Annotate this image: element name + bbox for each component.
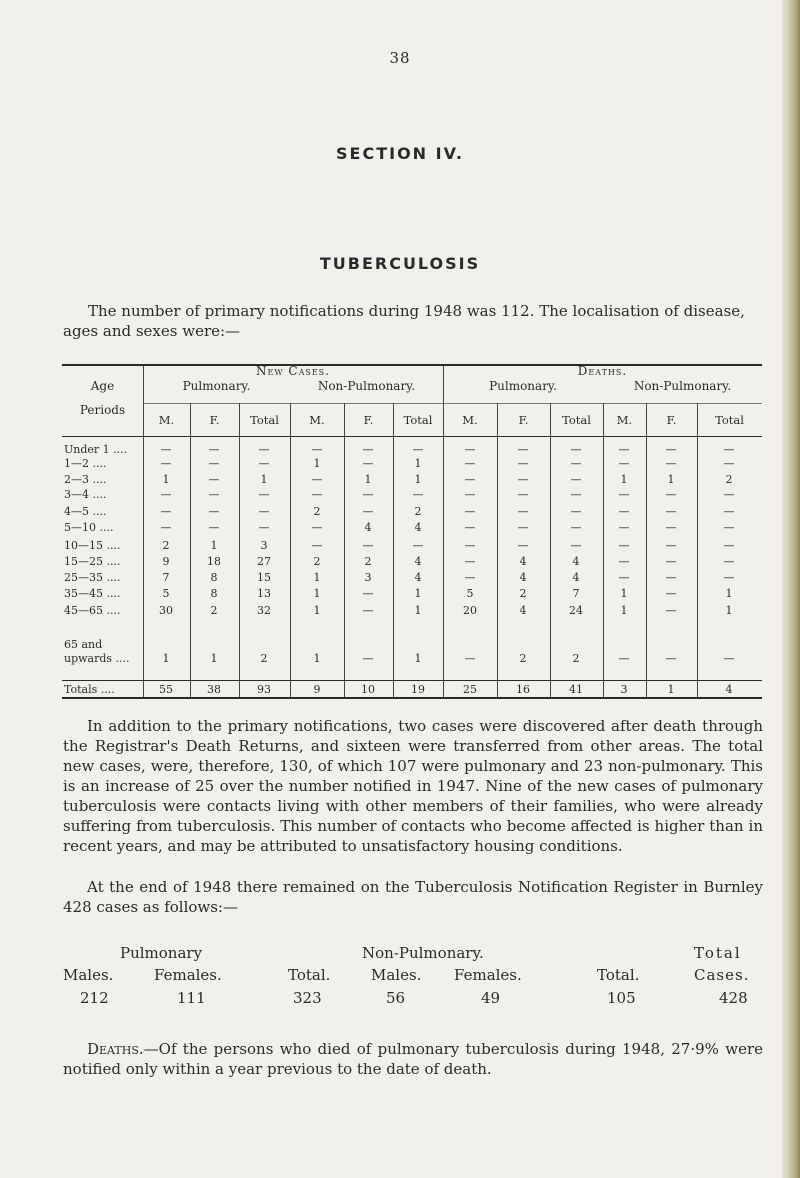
table-cell: — — [160, 505, 172, 518]
reg-non-pulmonary-head: Non-Pulmonary. — [362, 944, 484, 962]
table-row — [62, 521, 762, 535]
sub-header: M. — [462, 413, 478, 427]
table-cell: 1 — [313, 571, 321, 584]
table-cell: 1 — [162, 652, 170, 665]
table-cell: 20 — [463, 604, 477, 617]
row-label: 25—35 .... — [64, 571, 121, 584]
table-cell: — — [618, 539, 630, 552]
table-cell: 5 — [162, 587, 170, 600]
table-cell: — — [208, 488, 220, 501]
table-cell: — — [464, 488, 476, 501]
reg-total-head: Total — [694, 944, 742, 962]
group-underline-new — [143, 403, 443, 404]
table-cell: 5 — [466, 587, 474, 600]
table-cell: 27 — [257, 555, 271, 568]
table-cell: 4 — [519, 555, 527, 568]
row-label: 15—25 .... — [64, 555, 121, 568]
table-cell: — — [723, 521, 735, 534]
table-cell: — — [464, 571, 476, 584]
table-cell: 13 — [257, 587, 271, 600]
table-cell: 1 — [620, 473, 628, 486]
table-cell: — — [665, 521, 677, 534]
table-cell: — — [362, 457, 374, 470]
table-cell: 55 — [159, 683, 173, 696]
sub-header: Total — [562, 413, 591, 427]
table-cell: — — [570, 521, 582, 534]
sub-header: M. — [616, 413, 633, 427]
table-cell: — — [723, 443, 735, 456]
intro-text: The number of primary notifications during 1948 was 112. The localisation of disease, ages and sexes were:— — [63, 302, 745, 340]
table-cell: — — [311, 443, 323, 456]
table-cell: — — [517, 473, 529, 486]
table-cell: 18 — [207, 555, 221, 568]
table-row — [62, 457, 762, 471]
table-cell: 1 — [162, 473, 170, 486]
table-cell: — — [618, 457, 630, 470]
reg-total: Total. — [288, 966, 331, 984]
table-cell: — — [258, 457, 270, 470]
table-cell: 1 — [414, 473, 422, 486]
table-row — [62, 604, 762, 618]
deaths-text-block — [63, 1039, 763, 1079]
table-cell: — — [618, 571, 630, 584]
table-cell: 9 — [313, 683, 321, 696]
table-cell: — — [570, 505, 582, 518]
reg-females: Females. — [154, 966, 222, 984]
register-paragraph — [63, 877, 763, 917]
table-head-rule — [62, 436, 762, 437]
table-cell: — — [618, 555, 630, 568]
table-row — [62, 539, 762, 553]
table-cell: — — [311, 473, 323, 486]
table-cell: — — [618, 521, 630, 534]
row-label: 1—2 .... — [64, 457, 107, 470]
table-cell: — — [570, 539, 582, 552]
table-cell: 9 — [162, 555, 170, 568]
table-cell: — — [311, 521, 323, 534]
table-cell: — — [258, 505, 270, 518]
sub-header: Total — [715, 413, 744, 427]
table-cell: 1 — [667, 683, 675, 696]
table-cell: 2 — [313, 505, 321, 518]
table-cell: — — [160, 443, 172, 456]
page-number: 38 — [389, 49, 411, 67]
reg-cases: Cases. — [694, 966, 750, 984]
table-cell: — — [258, 443, 270, 456]
table-cell: — — [517, 457, 529, 470]
table-cell: 2 — [725, 473, 733, 486]
table-cell: 2 — [210, 604, 218, 617]
table-cell: 19 — [411, 683, 425, 696]
sub-header: Total — [403, 413, 433, 427]
sub-header: M. — [158, 413, 175, 427]
table-cell: — — [517, 521, 529, 534]
reg-value: 212 — [80, 989, 109, 1007]
row-label: Under 1 .... — [64, 443, 128, 456]
reg-value: 105 — [607, 989, 636, 1007]
table-row — [62, 488, 762, 502]
deaths-text: —Of the persons who died of pulmonary tuberculosis during 1948, 27·9% were notified only within a year previous to the date of death. — [63, 1040, 763, 1078]
table-cell: 1 — [313, 604, 321, 617]
table-cell: 4 — [572, 555, 580, 568]
table-cell: 38 — [207, 683, 221, 696]
table-cell: — — [362, 488, 374, 501]
table-cell: — — [464, 505, 476, 518]
row-label: 3—4 .... — [64, 488, 107, 501]
deaths-non-pulmonary-header: Non-Pulmonary. — [633, 379, 732, 393]
new-non-pulmonary-header: Non-Pulmonary. — [317, 379, 416, 393]
table-cell: — — [160, 457, 172, 470]
additional-cases-text: In addition to the primary notifications, two cases were discovered after death through the Registrar's Death Returns, and sixteen were transferred from other areas. The total new cases, were, therefore, 130, of which 107 were pulmonary and 23 non-pulmonary. This is an increase of 25 over the number notified in 1947. Nine of the new cases of pulmonary tuberculosis were contacts living with other members of their families, who were already suffering from tuberculosis. This number of contacts who become affected is higher than in recent years, and may be attributed to unsatisfactory housing conditions. — [63, 717, 763, 855]
reg-value: 323 — [293, 989, 322, 1007]
new-cases-header: New Cases. — [256, 364, 330, 378]
table-cell: 2 — [162, 539, 170, 552]
table-cell: — — [208, 457, 220, 470]
table-cell: 1 — [414, 604, 422, 617]
table-row — [62, 571, 762, 585]
table-cell: — — [362, 443, 374, 456]
table-cell: 30 — [159, 604, 173, 617]
table-cell: — — [723, 555, 735, 568]
table-cell: 2 — [519, 652, 527, 665]
table-cell: — — [723, 652, 735, 665]
table-cell: 1 — [414, 652, 422, 665]
table-row — [62, 652, 762, 666]
table-cell: — — [464, 652, 476, 665]
table-cell: 41 — [569, 683, 583, 696]
table-cell: 3 — [364, 571, 372, 584]
additional-cases-paragraph — [63, 716, 763, 856]
table-cell: 24 — [569, 604, 583, 617]
table-cell: — — [362, 587, 374, 600]
table-cell: 8 — [210, 587, 218, 600]
table-row — [62, 443, 762, 457]
table-cell: — — [362, 652, 374, 665]
table-cell: — — [517, 443, 529, 456]
table-cell: — — [618, 443, 630, 456]
table-cell: — — [412, 488, 424, 501]
table-cell: 1 — [620, 587, 628, 600]
table-cell: — — [362, 604, 374, 617]
table-cell: 4 — [725, 683, 733, 696]
table-cell: 8 — [210, 571, 218, 584]
section-title: SECTION IV. — [336, 144, 464, 163]
table-cell: — — [570, 443, 582, 456]
table-cell: 2 — [414, 505, 422, 518]
table-cell: 4 — [414, 555, 422, 568]
periods-header: Periods — [79, 403, 126, 417]
table-cell: 16 — [516, 683, 530, 696]
deaths-header: Deaths. — [577, 364, 628, 378]
table-cell: 2 — [364, 555, 372, 568]
row-label: 2—3 .... — [64, 473, 107, 486]
table-cell: — — [665, 571, 677, 584]
row-label: upwards .... — [64, 652, 130, 665]
table-cell: — — [208, 443, 220, 456]
table-cell: 2 — [260, 652, 268, 665]
reg-males: Males. — [63, 966, 114, 984]
sub-header: F. — [518, 413, 529, 427]
sub-header: F. — [209, 413, 220, 427]
table-cell: 3 — [260, 539, 268, 552]
table-cell: 7 — [572, 587, 580, 600]
table-cell: — — [665, 488, 677, 501]
table-row — [62, 555, 762, 569]
table-cell: — — [208, 521, 220, 534]
table-cell: 1 — [313, 457, 321, 470]
table-cell: — — [570, 457, 582, 470]
reg-value: 56 — [386, 989, 406, 1007]
totals-row — [62, 683, 762, 697]
table-cell: — — [665, 652, 677, 665]
table-cell: 10 — [361, 683, 375, 696]
table-cell: 2 — [313, 555, 321, 568]
row-label: 45—65 .... — [64, 604, 121, 617]
table-cell: — — [665, 587, 677, 600]
table-cell: — — [412, 539, 424, 552]
table-cell: 4 — [364, 521, 372, 534]
table-cell: 4 — [414, 521, 422, 534]
table-cell: 1 — [620, 604, 628, 617]
sub-header: M. — [309, 413, 325, 427]
table-cell: 4 — [519, 571, 527, 584]
table-cell: — — [517, 505, 529, 518]
table-cell: 32 — [257, 604, 271, 617]
table-cell: 1 — [364, 473, 372, 486]
table-cell: — — [362, 505, 374, 518]
table-cell: — — [412, 443, 424, 456]
table-cell: — — [665, 539, 677, 552]
table-cell: — — [464, 443, 476, 456]
table-cell: 1 — [725, 587, 733, 600]
table-cell: — — [258, 488, 270, 501]
table-cell: — — [160, 521, 172, 534]
table-cell: 2 — [519, 587, 527, 600]
row-label: 10—15 .... — [64, 539, 121, 552]
reg-total-non-pul: Total. — [597, 966, 640, 984]
table-cell: — — [160, 488, 172, 501]
table-cell: 93 — [257, 683, 271, 696]
table-cell: — — [665, 443, 677, 456]
table-cell: — — [517, 539, 529, 552]
age-header: Age — [90, 379, 115, 393]
table-cell: 15 — [257, 571, 271, 584]
table-cell: — — [362, 539, 374, 552]
new-pulmonary-header: Pulmonary. — [182, 379, 251, 393]
table-cell: — — [618, 652, 630, 665]
table-row — [62, 505, 762, 519]
table-cell: — — [208, 505, 220, 518]
table-cell: — — [723, 457, 735, 470]
table-cell: 1 — [667, 473, 675, 486]
table-cell: — — [464, 521, 476, 534]
reg-value: 428 — [719, 989, 748, 1007]
row-label: 5—10 .... — [64, 521, 114, 534]
table-cell: — — [464, 473, 476, 486]
table-cell: — — [570, 473, 582, 486]
sub-header: F. — [363, 413, 374, 427]
table-cell: — — [618, 505, 630, 518]
sub-header: F. — [666, 413, 677, 427]
table-cell: 1 — [414, 587, 422, 600]
table-cell: — — [311, 488, 323, 501]
table-cell: 2 — [572, 652, 580, 665]
table-cell: — — [464, 457, 476, 470]
deaths-paragraph — [63, 1039, 763, 1079]
table-cell: — — [570, 488, 582, 501]
deaths-lead: Deaths. — [87, 1040, 144, 1058]
table-bottom-rule — [62, 697, 762, 699]
table-cell: — — [464, 539, 476, 552]
table-cell: 1 — [210, 539, 218, 552]
reg-males-non-pul: Males. — [371, 966, 422, 984]
table-cell: — — [723, 571, 735, 584]
table-cell: 3 — [620, 683, 628, 696]
row-label: 65 and — [64, 638, 103, 651]
table-cell: — — [665, 457, 677, 470]
table-cell: 4 — [519, 604, 527, 617]
table-cell: 1 — [414, 457, 422, 470]
deaths-pulmonary-header: Pulmonary. — [489, 379, 557, 393]
table-cell: — — [258, 521, 270, 534]
table-cell: — — [464, 555, 476, 568]
table-cell: — — [208, 473, 220, 486]
row-label: 4—5 .... — [64, 505, 107, 518]
table-cell: — — [723, 505, 735, 518]
table-row — [62, 473, 762, 487]
main-title: TUBERCULOSIS — [319, 254, 481, 273]
table-cell: 1 — [313, 587, 321, 600]
table-cell: — — [665, 505, 677, 518]
reg-value: 49 — [481, 989, 501, 1007]
table-cell: 7 — [162, 571, 170, 584]
table-totals-rule — [62, 680, 762, 681]
table-cell: 1 — [313, 652, 321, 665]
table-row — [62, 587, 762, 601]
table-row — [62, 638, 762, 652]
table-cell: 1 — [725, 604, 733, 617]
register-text: At the end of 1948 there remained on the Tuberculosis Notification Register in Burnley 428 cases as follows:— — [63, 878, 763, 916]
table-cell: — — [665, 604, 677, 617]
table-cell: 1 — [210, 652, 218, 665]
reg-value: 111 — [177, 989, 206, 1007]
table-cell: 1 — [260, 473, 268, 486]
table-cell: — — [517, 488, 529, 501]
table-cell: — — [723, 488, 735, 501]
table-cell: — — [311, 539, 323, 552]
table-cell: — — [723, 539, 735, 552]
table-cell: 4 — [572, 571, 580, 584]
table-cell: — — [665, 555, 677, 568]
reg-pulmonary-head: Pulmonary — [120, 944, 203, 962]
sub-header: Total — [250, 413, 279, 427]
table-cell: 25 — [463, 683, 477, 696]
table-cell: 4 — [414, 571, 422, 584]
reg-females-non-pul: Females. — [454, 966, 522, 984]
totals-label: Totals .... — [64, 683, 115, 696]
row-label: 35—45 .... — [64, 587, 121, 600]
table-cell: — — [618, 488, 630, 501]
